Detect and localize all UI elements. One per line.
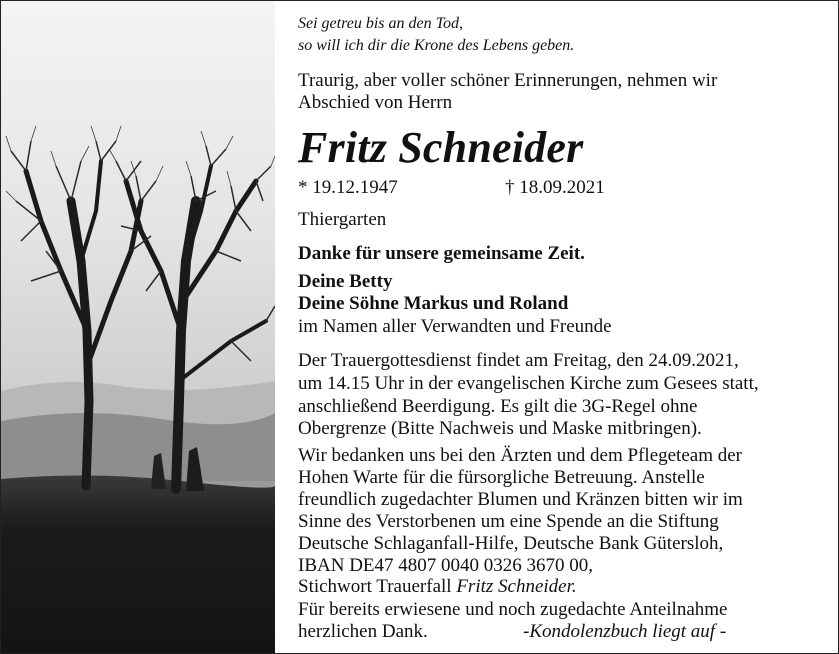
gratitude-line: Sinne des Verstorbenen um eine Spende an die Stiftung	[298, 511, 719, 532]
iban-line: IBAN DE47 4807 0040 0326 3670 00,	[298, 555, 594, 576]
deceased-name: Fritz Schneider	[298, 123, 584, 172]
gratitude-line: Hohen Warte für die fürsorgliche Betreuung. Anstelle	[298, 467, 705, 488]
verse-line-1: Sei getreu bis an den Tod,	[298, 15, 464, 32]
service-line: Obergrenze (Bitte Nachweis und Maske mitbringen).	[298, 418, 702, 439]
closing-line-2: herzlichen Dank.	[298, 621, 428, 642]
death-date: † 18.09.2021	[505, 177, 605, 198]
intro-line-1: Traurig, aber voller schöner Erinnerungen, nehmen wir	[298, 70, 718, 91]
gratitude-line: freundlich zugedachter Blumen und Kränzen bitten wir im	[298, 489, 743, 510]
keyword-prefix: Stichwort Trauerfall	[298, 576, 457, 597]
mourner-betty: Deine Betty	[298, 271, 393, 292]
verse-line-2: so will ich dir die Krone des Lebens geben.	[298, 37, 575, 54]
place: Thiergarten	[298, 209, 387, 230]
closing-line-1: Für bereits erwiesene und noch zugedachte Anteilnahme	[298, 599, 728, 620]
thanks-line: Danke für unsere gemeinsame Zeit.	[298, 243, 585, 264]
gratitude-line: Deutsche Schlaganfall-Hilfe, Deutsche Bank Gütersloh,	[298, 533, 724, 554]
keyword-name: Fritz Schneider.	[456, 576, 577, 597]
birth-date: * 19.12.1947	[298, 177, 398, 198]
service-line: anschließend Beerdigung. Es gilt die 3G-Regel ohne	[298, 396, 698, 417]
service-line: Der Trauergottesdienst findet am Freitag, den 24.09.2021,	[298, 350, 739, 371]
tree-photo	[1, 1, 275, 653]
service-line: um 14.15 Uhr in der evangelischen Kirche zum Gesees statt,	[298, 373, 759, 394]
mourner-relatives: im Namen aller Verwandten und Freunde	[298, 316, 612, 337]
keyword-line	[298, 576, 577, 597]
mourner-sons: Deine Söhne Markus und Roland	[298, 293, 569, 314]
intro-line-2: Abschied von Herrn	[298, 92, 453, 113]
gratitude-line: Wir bedanken uns bei den Ärzten und dem Pflegeteam der	[298, 445, 742, 466]
condolence-note: -Kondolenzbuch liegt auf -	[523, 621, 727, 642]
